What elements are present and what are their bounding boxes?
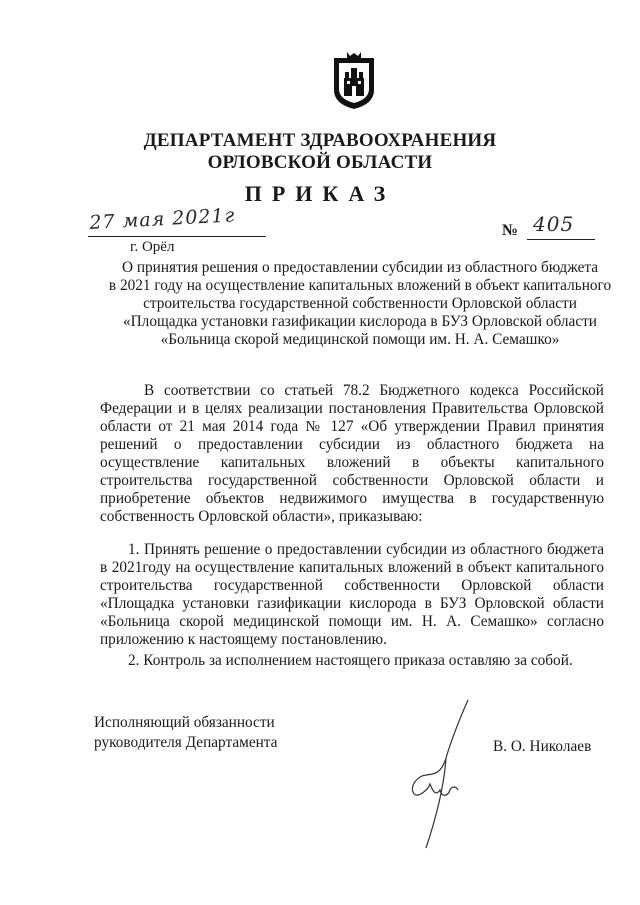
number-handwritten: 405 bbox=[533, 212, 575, 236]
coat-of-arms-icon bbox=[331, 52, 377, 110]
signer-role bbox=[94, 713, 277, 753]
order-subject bbox=[100, 259, 620, 349]
number-label: № bbox=[502, 222, 519, 239]
order-item-2: 2. Контроль за исполнением настоящего приказа оставляю за собой. bbox=[128, 652, 573, 669]
handwritten-signature bbox=[400, 698, 480, 858]
document-type: ПРИКАЗ bbox=[244, 181, 396, 206]
department-line-2: ОРЛОВСКОЙ ОБЛАСТИ bbox=[207, 152, 433, 173]
signer-role-line-1: Исполняющий обязанности bbox=[94, 714, 275, 731]
subject-line-5: «Больница скорой медицинской помощи им. Н. А. Семашко» bbox=[160, 331, 560, 348]
preamble-paragraph: В соответствии со статьей 78.2 Бюджетного кодекса Российской Федерации и в целях реализации постановления Правительства Орловской области от 21 мая 2014 года № 127 «Об утверждении Правил принятия решений о предоставлении субсидии из областного бюджета на осуществление капитальных вложений в объекты капитального строительства государственной собственности Орловской области и приобретение объектов недвижимого имущества в государственную собственность Орловской области», приказываю: bbox=[100, 382, 604, 525]
date-underline bbox=[88, 236, 266, 237]
signer-role-line-2: руководителя Департамента bbox=[94, 734, 278, 751]
signer-name: В. О. Николаев bbox=[493, 738, 592, 755]
date-handwritten: 27 мая 2021г bbox=[88, 204, 236, 234]
city: г. Орёл bbox=[130, 239, 175, 255]
subject-line-1: О принятия решения о предоставлении субсидии из областного бюджета bbox=[121, 259, 599, 276]
subject-line-4: «Площадка установки газификации кислорода в БУЗ Орловской области bbox=[122, 313, 597, 330]
department-title bbox=[0, 130, 640, 174]
order-item-1: 1. Принять решение о предоставлении субсидии из областного бюджета в 2021году на осуществление капитальных вложений в объект капитального строительства государственной собственности Орловской области «Площадка установки газификации кислорода в БУЗ Орловской области «Больница скорой медицинской помощи им. Н. А. Семашко» согласно приложению к настоящему постановлению. bbox=[100, 541, 604, 648]
subject-line-2: в 2021 году на осуществление капитальных вложений в объект капитального bbox=[108, 277, 612, 294]
number-underline bbox=[527, 239, 595, 240]
department-line-1: ДЕПАРТАМЕНТ ЗДРАВООХРАНЕНИЯ bbox=[143, 130, 497, 151]
subject-line-3: строительства государственной собственности Орловской области bbox=[143, 295, 577, 312]
